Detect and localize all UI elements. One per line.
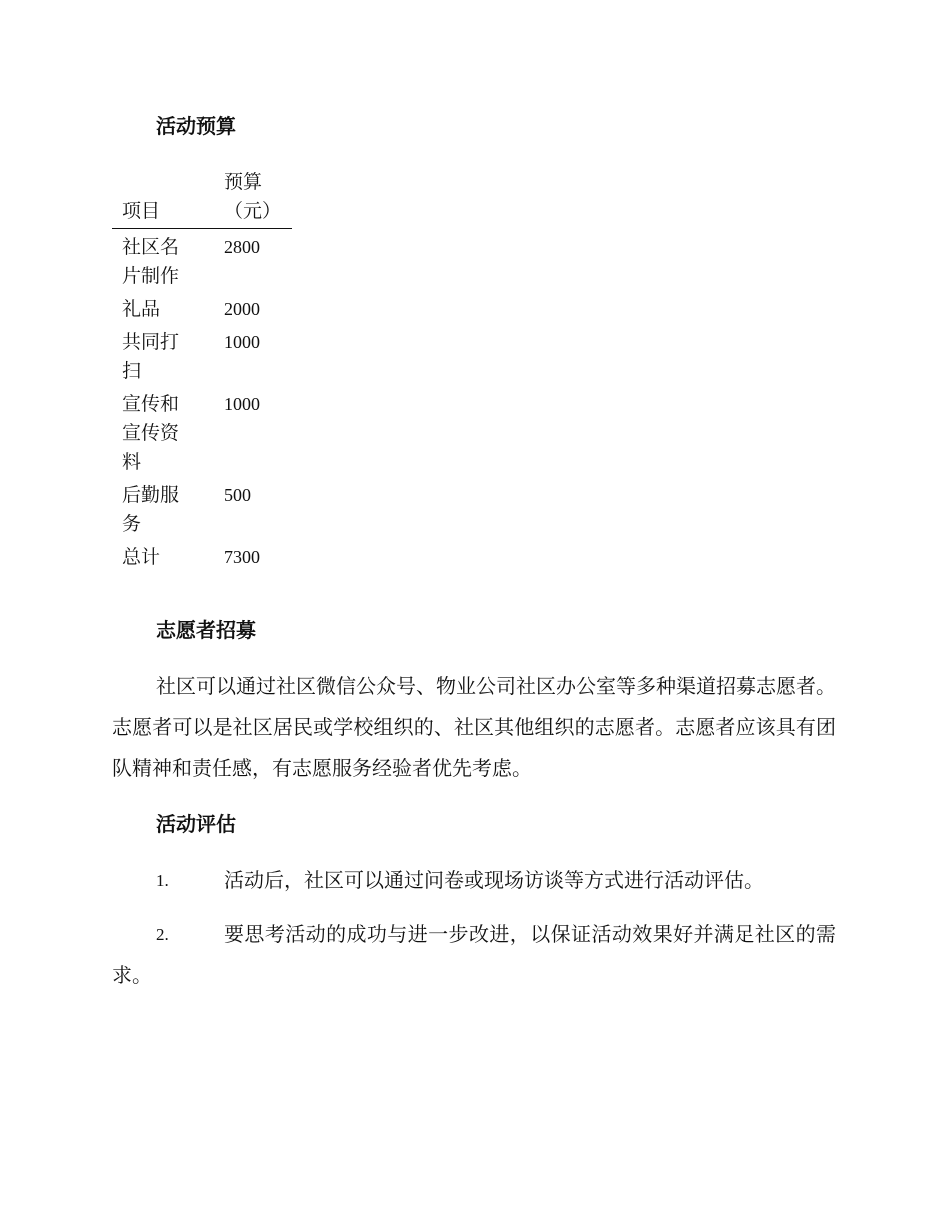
row-amount: 1000 <box>224 332 260 352</box>
header-item: 项目 <box>122 200 161 222</box>
list-text: 活动后，社区可以通过问卷或现场访谈等方式进行活动评估。 <box>224 868 764 892</box>
row-amount: 2000 <box>224 299 260 319</box>
row-amount: 2800 <box>224 237 260 257</box>
table-row <box>112 386 292 477</box>
table-row <box>112 229 292 291</box>
row-item: 宣传和宣传资料 <box>122 393 180 473</box>
table-row <box>112 324 292 386</box>
list-item <box>112 860 836 901</box>
row-item: 礼品 <box>122 298 161 320</box>
evaluation-heading: 活动评估 <box>156 812 236 836</box>
row-amount: 7300 <box>224 547 260 567</box>
row-amount: 1000 <box>224 394 260 414</box>
list-number: 1. <box>156 871 169 890</box>
budget-table <box>112 168 292 572</box>
volunteer-paragraph: 社区可以通过社区微信公众号、物业公司社区办公室等多种渠道招募志愿者。志愿者可以是社区居民或学校组织的、社区其他组织的志愿者。志愿者应该具有团队精神和责任感，有志愿服务经验者优先考虑。 <box>112 674 836 780</box>
row-item: 共同打扫 <box>122 331 180 382</box>
table-header-row <box>112 168 292 229</box>
list-number: 2. <box>156 925 169 944</box>
header-budget: 预算（元） <box>224 171 282 222</box>
row-item: 后勤服务 <box>122 484 180 535</box>
list-item <box>112 914 836 996</box>
row-item: 总计 <box>122 546 161 568</box>
volunteer-heading: 志愿者招募 <box>156 618 256 642</box>
row-amount: 500 <box>224 485 251 505</box>
table-row <box>112 291 292 324</box>
table-row <box>112 539 292 572</box>
table-row <box>112 477 292 539</box>
row-item: 社区名片制作 <box>122 236 180 287</box>
budget-heading: 活动预算 <box>156 114 236 138</box>
list-text: 要思考活动的成功与进一步改进，以保证活动效果好并满足社区的需求。 <box>112 922 836 987</box>
